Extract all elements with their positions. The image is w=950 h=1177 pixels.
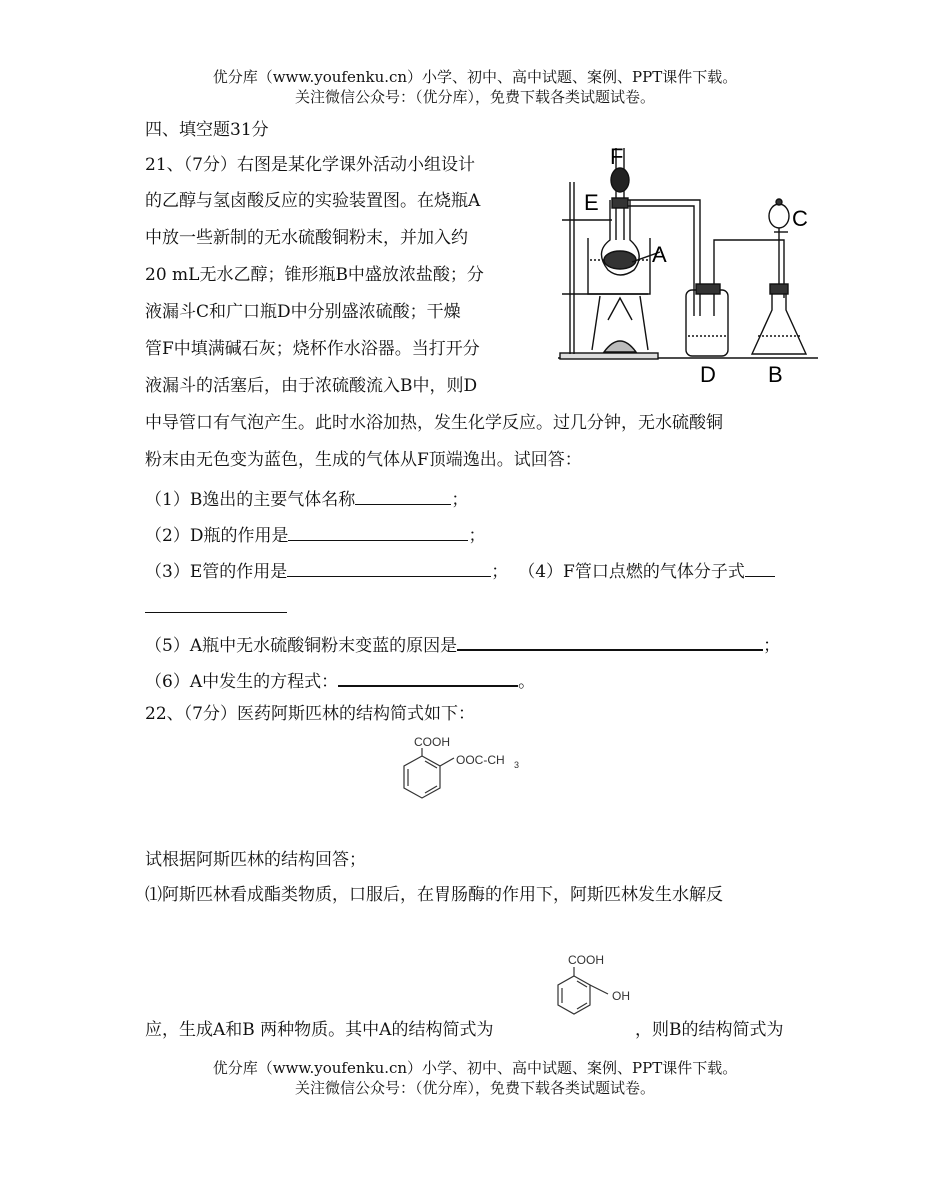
answer-blank-2[interactable] [288,522,468,541]
sub-6-text: （6）A中发生的方程式： [145,672,339,692]
sub-2-text: （2）D瓶的作用是 [145,526,289,546]
q22-intro: 22、（7分）医药阿斯匹林的结构简式如下： [145,704,475,724]
sub-6-period: 。 [518,672,536,692]
sub-3-semicolon: ； [491,562,509,582]
answer-blank-5[interactable] [457,631,763,651]
salicylic-acid-structure [552,952,642,1032]
sub-1-semicolon: ； [451,490,469,510]
q21-line-1: 21、（7分）右图是某化学课外活动小组设计 [145,155,475,175]
q22-part1b-a: 应，生成A和B 两种物质。其中A的结构简式为 [145,1020,494,1040]
q22-prompt: 试根据阿斯匹林的结构回答； [145,850,366,870]
q21-line-6: 管F中填满碱石灰；烧杯作水浴器。当打开分 [145,339,480,359]
q21-line-4: 20 mL无水乙醇；锥形瓶B中盛放浓盐酸；分 [145,265,484,285]
aspirin-subscript: 3 [514,760,520,770]
answer-blank-6[interactable] [338,667,518,687]
q21-line-8: 中导管口有气泡产生。此时水浴加热，发生化学反应。过几分钟，无水硫酸铜 [145,413,723,433]
label-c: C [792,206,808,231]
sub-1-text: （1）B逸出的主要气体名称 [145,490,356,510]
sub-4-text: （4）F管口点燃的气体分子式 [518,562,745,582]
label-b: B [768,362,783,387]
q21-sub-1 [145,486,468,512]
q21-sub-4-continued [145,594,287,620]
footer-line-1: 优分库（www.youfenku.cn）小学、初中、高中试题、案例、PPT课件下载。 [212,1059,738,1077]
aspirin-cooh: COOH [414,735,450,749]
sub-3-text: （3）E管的作用是 [145,562,288,582]
salicylic-oh: OH [612,989,630,1003]
apparatus-diagram [548,140,823,390]
q21-line-5: 液漏斗C和广口瓶D中分别盛浓硫酸；干燥 [145,302,461,322]
answer-blank-1[interactable] [355,486,451,505]
answer-blank-4b[interactable] [145,594,287,613]
answer-blank-3[interactable] [287,558,491,577]
label-f: F [610,144,624,169]
header-line-2: 关注微信公众号：（优分库），免费下载各类试题试卷。 [294,88,655,106]
q22-part1b-b: ，则B的结构简式为 [635,1020,784,1040]
q21-line-2: 的乙醇与氢卤酸反应的实验装置图。在烧瓶A [145,191,481,211]
sub-2-semicolon: ； [468,526,486,546]
aspirin-structure [392,734,542,814]
label-a: A [652,242,667,267]
q21-line-3: 中放一些新制的无水硫酸铜粉末，并加入约 [145,228,468,248]
footer-line-2: 关注微信公众号：（优分库），免费下载各类试题试卷。 [294,1079,655,1097]
salicylic-cooh: COOH [568,953,604,967]
q21-sub-6 [145,667,535,694]
label-e: E [584,190,599,215]
aspirin-ester: OOC-CH [456,753,505,767]
section-title: 四、填空题31分 [145,120,269,140]
label-d: D [700,362,716,387]
answer-blank-4a[interactable] [745,558,775,577]
sub-5-text: （5）A瓶中无水硫酸铜粉末变蓝的原因是 [145,636,458,656]
q22-part1: ⑴阿斯匹林看成酯类物质，口服后，在胃肠酶的作用下，阿斯匹林发生水解反 [145,885,723,905]
q21-line-9: 粉末由无色变为蓝色，生成的气体从F顶端逸出。试回答： [145,450,582,470]
q21-sub-5 [145,631,780,658]
q21-line-7: 液漏斗的活塞后，由于浓硫酸流入B中，则D [145,376,478,396]
q21-sub-3-4 [145,558,775,584]
q21-sub-2 [145,522,485,548]
header-line-1: 优分库（www.youfenku.cn）小学、初中、高中试题、案例、PPT课件下载。 [212,68,738,86]
sub-5-semicolon: ； [763,636,781,656]
